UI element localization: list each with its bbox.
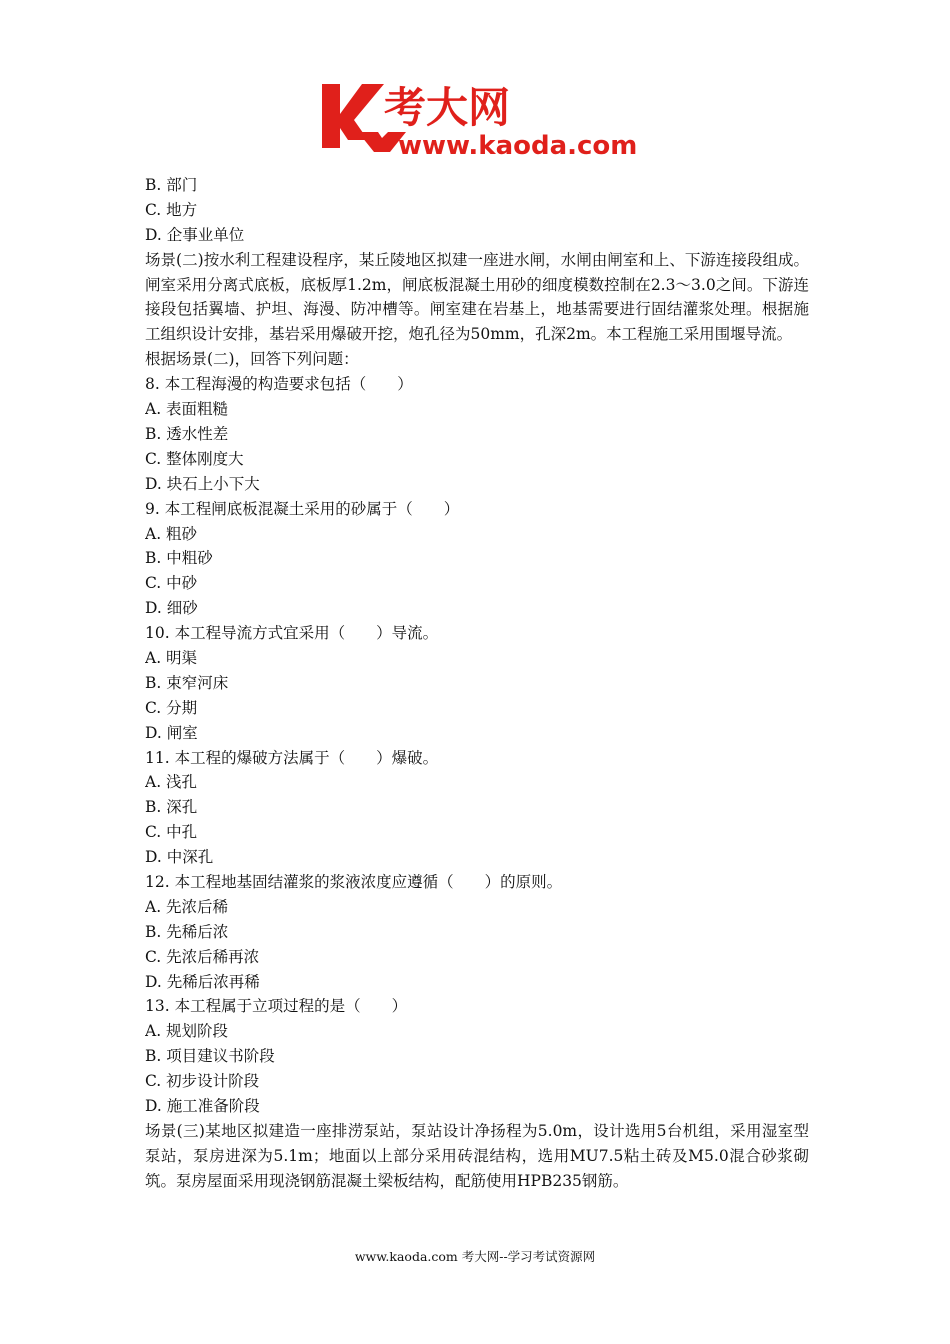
option-line: A. 明渠 — [145, 648, 198, 667]
logo-cn-text: 考大网 — [384, 83, 511, 132]
option-line: B. 先稀后浓 — [145, 922, 229, 941]
option-line: B. 透水性差 — [145, 424, 229, 443]
option-line: B. 部门 — [145, 176, 198, 194]
option-line: D. 企事业单位 — [145, 225, 245, 244]
option-line: C. 分期 — [145, 698, 198, 717]
option-line: C. 整体刚度大 — [145, 449, 244, 468]
option-line: C. 先浓后稀再浓 — [145, 947, 260, 966]
option-line: A. 粗砂 — [145, 524, 198, 543]
option-line: D. 闸室 — [145, 723, 198, 742]
logo-url-text: www.kaoda.com — [398, 131, 638, 158]
option-line: D. 中深孔 — [145, 848, 214, 867]
option-line: A. 规划阶段 — [145, 1022, 229, 1041]
option-line: B. 项目建议书阶段 — [145, 1047, 275, 1066]
option-line: C. 中砂 — [145, 574, 198, 593]
question-8: 8. 本工程海漫的构造要求包括（ ） — [145, 375, 413, 394]
question-13: 13. 本工程属于立项过程的是（ ） — [145, 997, 408, 1016]
kaoda-logo — [318, 78, 638, 158]
option-line: A. 表面粗糙 — [145, 400, 229, 419]
option-line: A. 浅孔 — [145, 773, 198, 792]
option-line: B. 深孔 — [145, 798, 198, 817]
option-line: A. 先浓后稀 — [145, 897, 229, 916]
question-11: 11. 本工程的爆破方法属于（ ）爆破。 — [145, 748, 439, 767]
option-line: D. 先稀后浓再稀 — [145, 972, 260, 991]
option-line: D. 施工准备阶段 — [145, 1097, 260, 1116]
scene-three-paragraph: 场景(三)某地区拟建造一座排涝泵站，泵站设计净扬程为5.0m，设计选用5台机组，采用湿室型泵站，泵房进深为5.1m；地面以上部分采用砖混结构，选用MU7.5粘土砖及M5.0混合砂浆砌筑。泵房屋面采用现浇钢筋混凝土梁板结构，配筋使用HPB235钢筋。 — [145, 1121, 809, 1190]
option-line: C. 初步设计阶段 — [145, 1072, 260, 1091]
document-body — [145, 173, 809, 1194]
option-line: C. 地方 — [145, 200, 198, 219]
option-line: B. 中粗砂 — [145, 549, 213, 568]
option-line: B. 束窄河床 — [145, 673, 229, 692]
page-footer: www.kaoda.com 考大网--学习考试资源网 — [354, 1249, 596, 1264]
kaoda-logo-mark — [318, 78, 638, 158]
option-line: D. 块石上小下大 — [145, 474, 260, 493]
question-9: 9. 本工程闸底板混凝土采用的砂属于（ ） — [145, 499, 460, 518]
questions-intro: 根据场景(二)，回答下列问题： — [145, 350, 359, 369]
question-12: 12. 本工程地基固结灌浆的浆液浓度应遵循（ ）的原则。 — [145, 873, 563, 891]
option-line: D. 细砂 — [145, 599, 198, 618]
option-line: C. 中孔 — [145, 823, 198, 842]
scene-two-paragraph: 场景(二)按水利工程建设程序，某丘陵地区拟建一座进水闸，水闸由闸室和上、下游连接段组成。闸室采用分离式底板，底板厚1.2m，闸底板混凝土用砂的细度模数控制在2.3～3.0之间。下游连接段包括翼墙、护坦、海漫、防冲槽等。闸室建在岩基上，地基需要进行固结灌浆处理。根据施工组织设计安排，基岩采用爆破开挖，炮孔径为50mm，孔深2m。本工程施工采用围堰导流。 — [145, 250, 809, 344]
question-10: 10. 本工程导流方式宜采用（ ）导流。 — [145, 624, 439, 643]
